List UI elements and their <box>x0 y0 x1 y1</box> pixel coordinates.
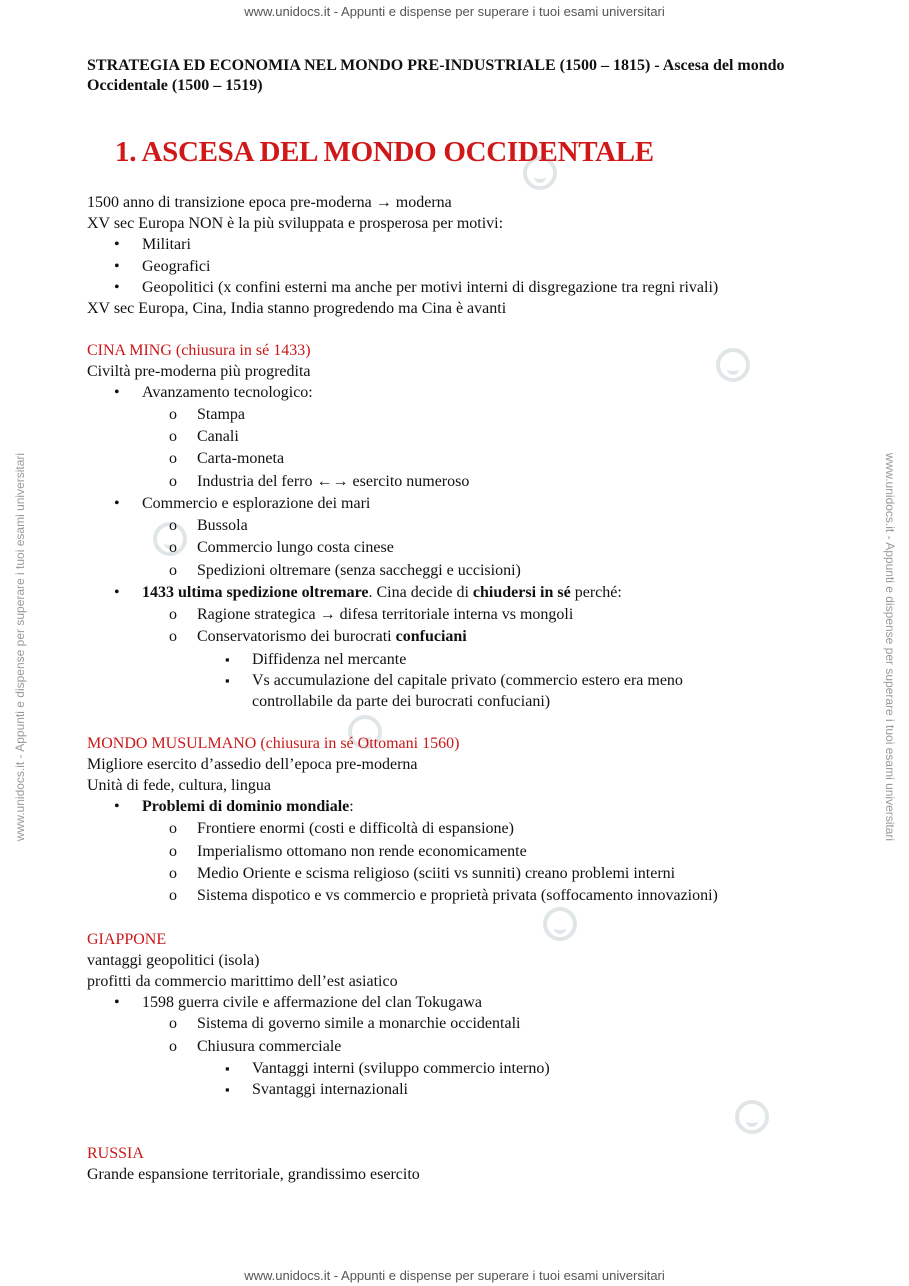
text-span: Conservatorismo dei burocrati <box>197 628 396 645</box>
list-item: Avanzamento tecnologico: <box>142 384 313 401</box>
list-item: Stampa <box>197 406 245 423</box>
circle-bullet-icon: o <box>169 450 177 467</box>
bullet-icon: • <box>114 236 120 253</box>
list-item: Industria del ferro ←→ esercito numeroso <box>197 473 470 490</box>
text-line: vantaggi geopolitici (isola) <box>87 952 260 969</box>
bullet-icon: • <box>114 384 120 401</box>
list-item: Commercio e esplorazione dei mari <box>142 495 371 512</box>
list-item: Commercio lungo costa cinese <box>197 539 394 556</box>
list-item: Chiusura commerciale <box>197 1038 342 1055</box>
section-title: 1. ASCESA DEL MONDO OCCIDENTALE <box>115 136 654 168</box>
list-item: Imperialismo ottomano non rende economicamente <box>197 843 527 860</box>
bullet-icon: • <box>114 279 120 296</box>
list-item: Spedizioni oltremare (senza saccheggi e uccisioni) <box>197 562 521 579</box>
circle-bullet-icon: o <box>169 1015 177 1032</box>
bullet-icon: • <box>114 495 120 512</box>
list-item: Vs accumulazione del capitale privato (commercio estero era meno <box>252 672 683 689</box>
list-item: Svantaggi internazionali <box>252 1081 408 1098</box>
circle-bullet-icon: o <box>169 428 177 445</box>
circle-bullet-icon: o <box>169 1038 177 1055</box>
bold-text: 1433 ultima spedizione oltremare <box>142 584 369 601</box>
list-item <box>142 797 354 817</box>
text-line: Unità di fede, cultura, lingua <box>87 777 271 794</box>
watermark-right: www.unidocs.it - Appunti e dispense per superare i tuoi esami universitari <box>883 452 897 842</box>
circle-bullet-icon: o <box>169 820 177 837</box>
square-bullet-icon: ▪ <box>225 652 230 667</box>
intro-line: XV sec Europa NON è la più sviluppata e prosperosa per motivi: <box>87 215 504 232</box>
list-item: Bussola <box>197 517 248 534</box>
section-heading-musulmano: MONDO MUSULMANO (chiusura in sé Ottomani 1560) <box>87 735 460 752</box>
bullet-icon: • <box>114 994 120 1011</box>
circle-bullet-icon: o <box>169 843 177 860</box>
circle-bullet-icon: o <box>169 865 177 882</box>
bullet-icon: • <box>114 798 120 815</box>
circle-bullet-icon: o <box>169 606 177 623</box>
list-item: Geopolitici (x confini esterni ma anche per motivi interni di disgregazione tra regni rivali) <box>142 279 719 296</box>
bold-text: confuciani <box>395 628 467 645</box>
square-bullet-icon: ▪ <box>225 1082 230 1097</box>
text-span: : <box>349 798 354 815</box>
list-item: Canali <box>197 428 239 445</box>
unidocs-logo-icon <box>716 348 750 382</box>
list-item: Diffidenza nel mercante <box>252 651 407 668</box>
watermark-top: www.unidocs.it - Appunti e dispense per superare i tuoi esami universitari <box>244 4 665 19</box>
circle-bullet-icon: o <box>169 517 177 534</box>
circle-bullet-icon: o <box>169 628 177 645</box>
watermark-left: www.unidocs.it - Appunti e dispense per superare i tuoi esami universitari <box>13 452 27 842</box>
document-header: STRATEGIA ED ECONOMIA NEL MONDO PRE-INDUSTRIALE (1500 – 1815) - Ascesa del mondo Occidentale (1500 – 1519) <box>87 57 785 94</box>
list-item: Geografici <box>142 258 211 275</box>
unidocs-logo-icon <box>735 1100 769 1134</box>
square-bullet-icon: ▪ <box>225 1061 230 1076</box>
list-item: Ragione strategica → difesa territoriale interna vs mongoli <box>197 606 574 623</box>
intro-line: 1500 anno di transizione epoca pre-moderna → moderna <box>87 194 452 211</box>
text-span: perché: <box>570 584 622 601</box>
watermark-bottom: www.unidocs.it - Appunti e dispense per superare i tuoi esami universitari <box>244 1268 665 1283</box>
text-line: profitti da commercio marittimo dell’est asiatico <box>87 973 398 990</box>
text-line: Migliore esercito d’assedio dell’epoca pre-moderna <box>87 756 418 773</box>
list-item: Vantaggi interni (sviluppo commercio interno) <box>252 1060 550 1077</box>
circle-bullet-icon: o <box>169 887 177 904</box>
list-item: Frontiere enormi (costi e difficoltà di espansione) <box>197 820 514 837</box>
bullet-icon: • <box>114 584 120 601</box>
section-heading-giappone: GIAPPONE <box>87 931 167 948</box>
text-line: Civiltà pre-moderna più progredita <box>87 363 311 380</box>
list-item: Militari <box>142 236 191 253</box>
list-item: Carta-moneta <box>197 450 285 467</box>
section-heading-cina: CINA MING (chiusura in sé 1433) <box>87 342 311 359</box>
list-item: Sistema di governo simile a monarchie occidentali <box>197 1015 521 1032</box>
list-item <box>197 627 467 647</box>
list-item: controllabile da parte dei burocrati confuciani) <box>252 693 551 710</box>
list-item: Sistema dispotico e vs commercio e proprietà privata (soffocamento innovazioni) <box>197 887 718 904</box>
text-line: Grande espansione territoriale, grandissimo esercito <box>87 1166 420 1183</box>
square-bullet-icon: ▪ <box>225 673 230 688</box>
list-item: 1598 guerra civile e affermazione del clan Tokugawa <box>142 994 482 1011</box>
circle-bullet-icon: o <box>169 562 177 579</box>
intro-line: XV sec Europa, Cina, India stanno progredendo ma Cina è avanti <box>87 300 507 317</box>
text-span: . Cina decide di <box>368 584 473 601</box>
section-heading-russia: RUSSIA <box>87 1145 144 1162</box>
bold-text: chiudersi in sé <box>472 584 571 601</box>
bullet-icon: • <box>114 258 120 275</box>
unidocs-logo-icon <box>543 907 577 941</box>
circle-bullet-icon: o <box>169 539 177 556</box>
circle-bullet-icon: o <box>169 473 177 490</box>
list-item <box>142 583 622 603</box>
list-item: Medio Oriente e scisma religioso (sciiti vs sunniti) creano problemi interni <box>197 865 676 882</box>
circle-bullet-icon: o <box>169 406 177 423</box>
bold-text: Problemi di dominio mondiale <box>142 798 350 815</box>
